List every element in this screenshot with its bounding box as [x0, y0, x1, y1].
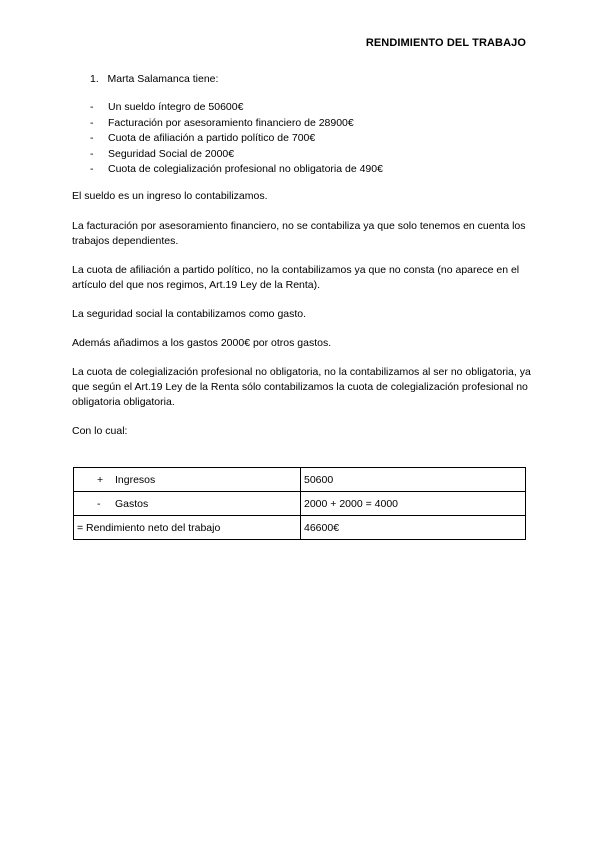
table-row: + Ingresos 50600	[74, 468, 526, 492]
paragraph-conclusion: Con lo cual:	[72, 425, 128, 437]
list-item: - Seguridad Social de 2000€	[90, 147, 235, 160]
paragraph-salary: El sueldo es un ingreso lo contabilizamos.	[72, 190, 268, 202]
summary-table	[73, 467, 526, 540]
list-item: - Un sueldo íntegro de 50600€	[90, 101, 244, 113]
list-item: - Facturación por asesoramiento financiero de 28900€	[90, 116, 354, 129]
case-items-list	[90, 100, 383, 178]
table-row: = Rendimiento neto del trabajo 46600€	[74, 516, 526, 540]
paragraph-professional-fee: La cuota de colegialización profesional no obligatoria, no la contabilizamos al ser no obligatoria, ya que según el Art.19 Ley de la Renta sólo contabilizamos la cuota de colegialización profesional no obligatoria obligatoria.	[72, 366, 531, 408]
page-title: RENDIMIENTO DEL TRABAJO	[365, 37, 526, 49]
list-item: - Cuota de colegialización profesional no obligatoria de 490€	[90, 163, 383, 175]
paragraph-invoicing: La facturación por asesoramiento financiero, no se contabiliza ya que solo tenemos en cuenta los trabajos dependientes.	[72, 220, 526, 247]
paragraph-party-fee: La cuota de afiliación a partido político, no la contabilizamos ya que no consta (no aparece en el artículo del que nos regimos, Art.19 Ley de la Renta).	[72, 264, 520, 291]
case-intro: Marta Salamanca tiene:	[107, 73, 219, 85]
case-number: 1.	[90, 73, 99, 85]
paragraph-social-security: La seguridad social la contabilizamos como gasto.	[72, 308, 307, 320]
case-heading	[90, 72, 218, 87]
paragraph-other-expenses: Además añadimos a los gastos 2000€ por otros gastos.	[72, 337, 332, 349]
table-row: - Gastos 2000 + 2000 = 4000	[74, 492, 526, 516]
list-item: - Cuota de afiliación a partido político de 700€	[90, 132, 316, 144]
